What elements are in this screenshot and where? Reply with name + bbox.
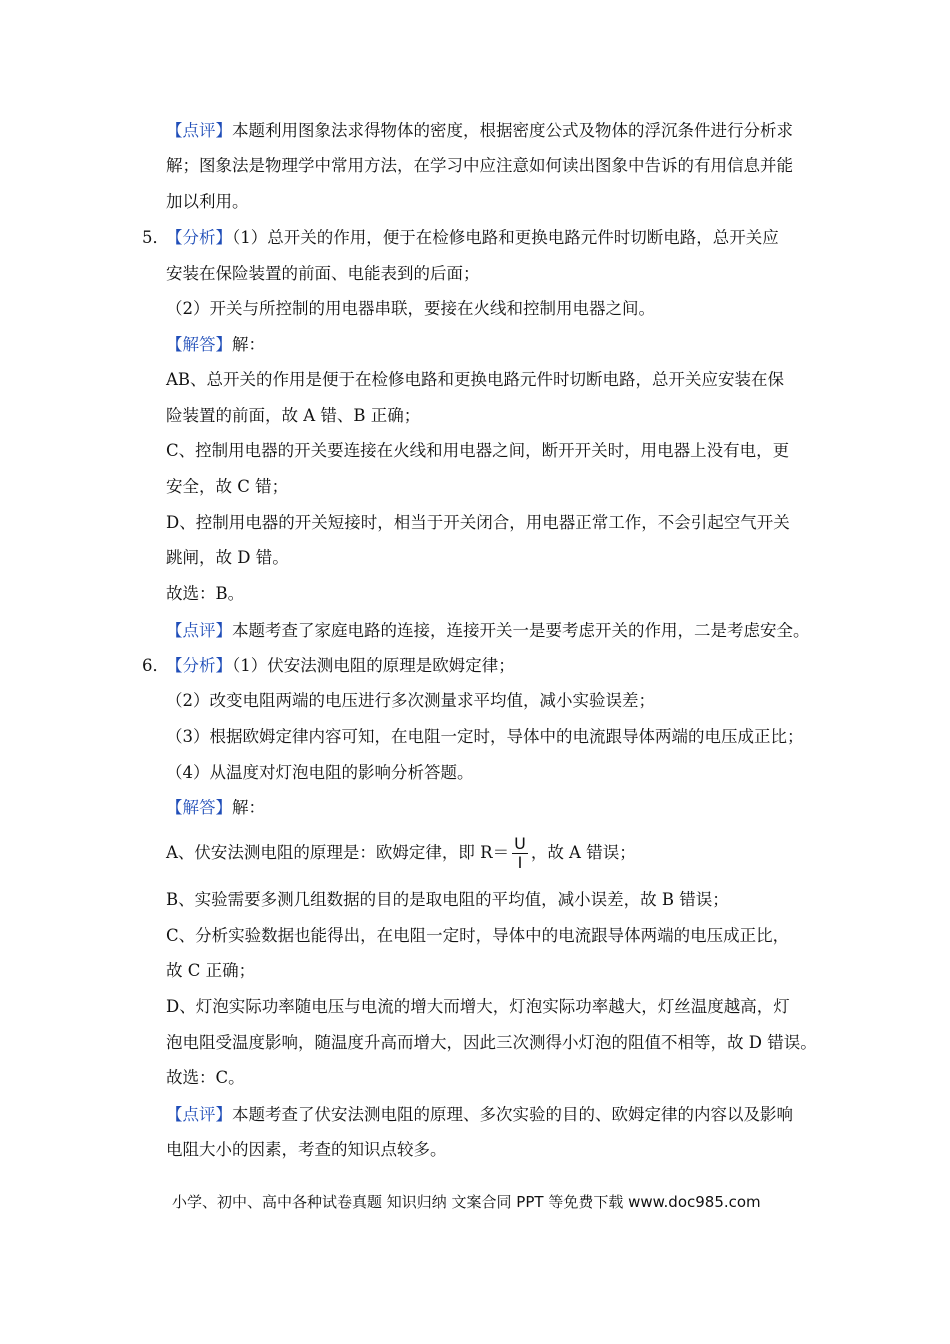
fraction-numerator: U <box>514 834 526 853</box>
q6-a-line <box>166 834 636 872</box>
q6-choice: 故选：C。 <box>166 1068 245 1087</box>
answer-tag: 【解答】 <box>166 335 232 354</box>
q5-c-line-2: 安全，故 C 错； <box>166 477 289 496</box>
q6-d-line-2: 泡电阻受温度影响，随温度升高而增大，因此三次测得小灯泡的阻值不相等，故 D 错误。 <box>166 1033 817 1052</box>
q5-analysis-line-3: （2）开关与所控制的用电器串联，要接在火线和控制用电器之间。 <box>166 299 655 318</box>
p1-comment-line-2: 解；图象法是物理学中常用方法，在学习中应注意如何读出图象中告诉的有用信息并能 <box>166 156 793 175</box>
q6-b-line: B、实验需要多测几组数据的目的是取电阻的平均值，减小误差，故 B 错误； <box>166 890 729 909</box>
ohm-law-fraction <box>512 836 528 871</box>
q6-comment-line-1 <box>166 1104 793 1126</box>
q6-analysis-line-2: （2）改变电阻两端的电压进行多次测量求平均值，减小实验误差； <box>166 691 655 710</box>
comment-tag: 【点评】 <box>166 121 232 140</box>
q6-analysis-line-1 <box>166 655 515 677</box>
q6-answer-line <box>166 797 265 819</box>
analysis-tag: 【分析】 <box>166 228 232 247</box>
q6-a-suffix: ，故 A 错误； <box>530 843 636 862</box>
fraction-denominator: I <box>517 853 523 872</box>
p1-comment-line-3: 加以利用。 <box>166 192 249 211</box>
q5-a-line-2: 险装置的前面，故 A 错、B 正确； <box>166 406 421 425</box>
q6-analysis-line-3: （3）根据欧姆定律内容可知，在电阻一定时，导体中的电流跟导体两端的电压成正比； <box>166 727 804 746</box>
q6-c-line-1: C、分析实验数据也能得出，在电阻一定时，导体中的电流跟导体两端的电压成正比， <box>166 926 790 945</box>
q6-answer-suffix: 解： <box>232 798 265 817</box>
q5-answer-line <box>166 334 265 356</box>
answer-tag: 【解答】 <box>166 798 232 817</box>
comment-tag: 【点评】 <box>166 621 232 640</box>
comment-tag: 【点评】 <box>166 1105 232 1124</box>
q6-analysis-line-4: （4）从温度对灯泡电阻的影响分析答题。 <box>166 763 474 782</box>
q6-comment-text-1: 本题考查了伏安法测电阻的原理、多次实验的目的、欧姆定律的内容以及影响 <box>232 1105 793 1124</box>
q5-c-line-1: C、控制用电器的开关要连接在火线和用电器之间，断开开关时，用电器上没有电，更 <box>166 441 790 460</box>
q6-number: 6． <box>142 656 169 675</box>
q5-d-line-2: 跳闸，故 D 错。 <box>166 548 289 567</box>
q5-d-line-1: D、控制用电器的开关短接时，相当于开关闭合，用电器正常工作，不会引起空气开关 <box>166 513 790 532</box>
q5-comment-line <box>166 620 810 642</box>
q6-c-line-2: 故 C 正确； <box>166 961 256 980</box>
q5-analysis-text-1: （1）总开关的作用，便于在检修电路和更换电路元件时切断电路，总开关应 <box>232 228 779 247</box>
q6-comment-line-2: 电阻大小的因素，考查的知识点较多。 <box>166 1140 447 1159</box>
page-footer: 小学、初中、高中各种试卷真题 知识归纳 文案合同 PPT 等免费下载 www.doc985.com <box>172 1193 761 1211</box>
analysis-tag: 【分析】 <box>166 656 232 675</box>
q6-analysis-text-1: （1）伏安法测电阻的原理是欧姆定律； <box>232 656 515 675</box>
q5-analysis-line-1 <box>166 227 779 249</box>
q5-comment-text: 本题考查了家庭电路的连接，连接开关一是要考虑开关的作用，二是考虑安全。 <box>232 621 810 640</box>
q6-a-prefix: A、伏安法测电阻的原理是：欧姆定律，即 R＝ <box>166 843 510 862</box>
q6-d-line-1: D、灯泡实际功率随电压与电流的增大而增大，灯泡实际功率越大，灯丝温度越高，灯 <box>166 997 790 1016</box>
p1-comment-line-1 <box>166 120 793 142</box>
q5-choice: 故选：B。 <box>166 584 245 603</box>
p1-comment-text-1: 本题利用图象法求得物体的密度，根据密度公式及物体的浮沉条件进行分析求 <box>232 121 793 140</box>
q5-answer-suffix: 解： <box>232 335 265 354</box>
q5-a-line-1: AB、总开关的作用是便于在检修电路和更换电路元件时切断电路，总开关应安装在保 <box>166 370 785 389</box>
q5-number: 5． <box>142 228 169 247</box>
q5-analysis-line-2: 安装在保险装置的前面、电能表到的后面； <box>166 264 480 283</box>
